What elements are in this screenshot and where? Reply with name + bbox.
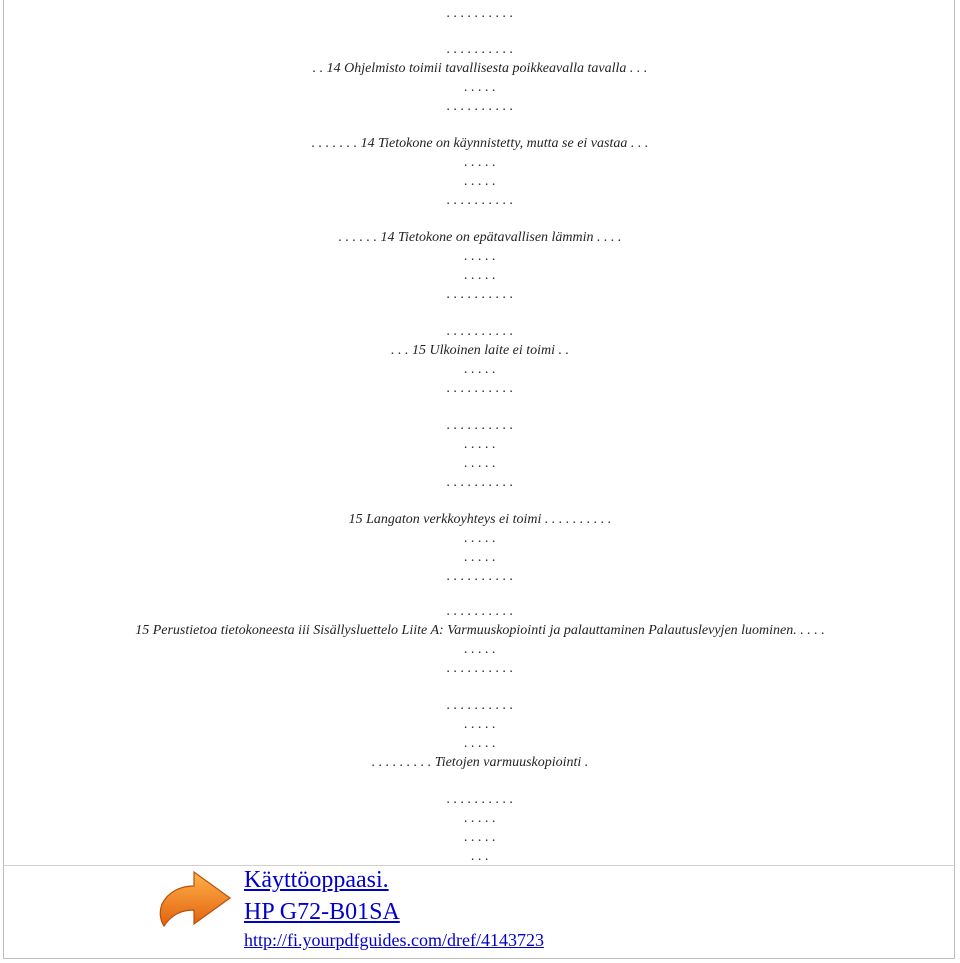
toc-line: . . . . . . . . . . [446, 792, 514, 807]
toc-line: . . 14 Ohjelmisto toimii tavallisesta poikkeavalla tavalla . . . [312, 61, 648, 76]
toc-line: . . . . . [464, 811, 496, 826]
footer-divider [3, 865, 955, 866]
toc-line: . . . . . . . . . . [446, 604, 514, 619]
guide-title-link[interactable]: Käyttöoppaasi. [244, 867, 389, 893]
toc-line: . . . . . . . . . Tietojen varmuuskopiointi . [371, 755, 589, 770]
toc-line: . . . . . [464, 531, 496, 546]
toc-line: . . . . . [464, 174, 496, 189]
toc-line: . . . . . [464, 437, 496, 452]
toc-line: . . . . . . 14 Tietokone on epätavallisen lämmin . . . . [338, 230, 622, 245]
toc-line: . . . . . . . . . . [446, 661, 514, 676]
toc-line: . . . . . . . . . . [446, 569, 514, 584]
toc-line: . . . . . [464, 550, 496, 565]
toc-line: . . . . . . . . . . [446, 418, 514, 433]
toc-line: . . . . . . . . . . [446, 287, 514, 302]
toc-line: . . . . . [464, 717, 496, 732]
toc-line: . . . . . . . . . . [446, 193, 514, 208]
toc-line: . . . . . [464, 249, 496, 264]
toc-line: . . . . . . . . . . [446, 698, 514, 713]
toc-line: . . . . . . . . . . [446, 42, 514, 57]
toc-line: . . . . . [464, 456, 496, 471]
model-link[interactable]: HP G72-B01SA [244, 899, 400, 925]
toc-line: . . . . . [464, 80, 496, 95]
toc-line: . . . . . [464, 830, 496, 845]
toc-line: . . . . . . . . . . [446, 6, 514, 21]
toc-line: . . . . . . . . . . [446, 324, 514, 339]
toc-line: . . . [471, 849, 489, 864]
toc-line: 15 Langaton verkkoyhteys ei toimi . . . . . . . . . . [348, 512, 612, 527]
toc-line: . . . . . [464, 268, 496, 283]
toc-line: . . . . . . . . . . [446, 99, 514, 114]
toc-line: . . . . . [464, 155, 496, 170]
toc-line: . . . . . [464, 642, 496, 657]
toc-line: . . . . . . . 14 Tietokone on käynnistetty, mutta se ei vastaa . . . [311, 136, 649, 151]
toc-line: . . . 15 Ulkoinen laite ei toimi . . [390, 343, 570, 358]
toc-line: . . . . . . . . . . [446, 381, 514, 396]
toc-line: . . . . . . . . . . [446, 475, 514, 490]
guide-url-link[interactable]: http://fi.yourpdfguides.com/dref/4143723 [244, 930, 544, 950]
toc-line: . . . . . [464, 362, 496, 377]
arrow-logo-icon [158, 864, 234, 934]
toc-line: 15 Perustietoa tietokoneesta iii Sisällysluettelo Liite A: Varmuuskopiointi ja palauttaminen Palautuslevyjen luominen. . . . . [135, 623, 825, 638]
toc-line: . . . . . [464, 736, 496, 751]
